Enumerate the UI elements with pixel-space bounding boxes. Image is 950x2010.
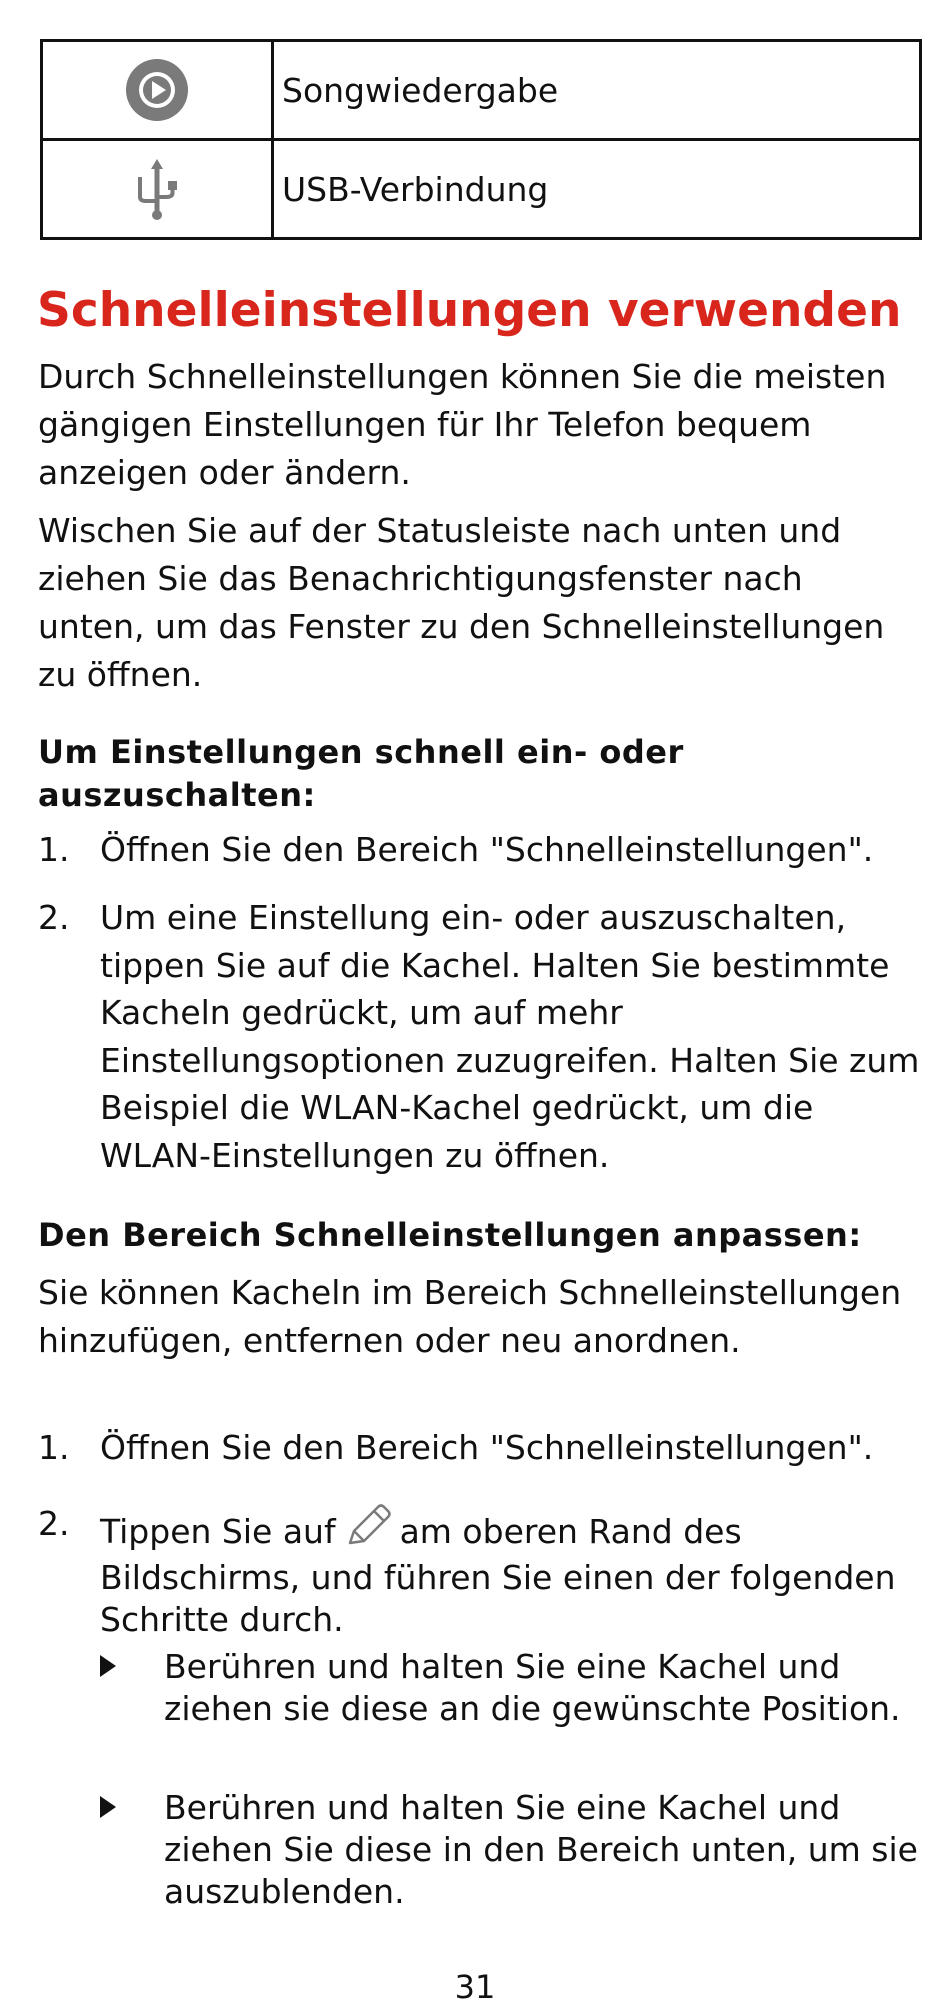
step-number: 2. [38, 898, 70, 937]
subheading-customize: Den Bereich Schnelleinstellungen anpassen: [38, 1216, 862, 1254]
step-number: 1. [38, 1428, 70, 1467]
section-title: Schnelleinstellungen verwenden [37, 283, 902, 338]
icon-cell [42, 41, 273, 140]
bullet-marker [100, 1796, 116, 1818]
play-circle-icon [124, 80, 190, 99]
step-text-after-icon: am oberen Rand des Bildschirms, und führen Sie einen der folgenden Schritte durch. [100, 1512, 896, 1639]
icon-cell [42, 140, 273, 239]
step-text: Öffnen Sie den Bereich "Schnelleinstellungen". [100, 1428, 874, 1467]
step-text-before-icon: Tippen Sie auf [100, 1512, 336, 1551]
customize-intro: Sie können Kacheln im Bereich Schnelleinstellungen hinzufügen, entfernen oder neu anordnen. [38, 1273, 902, 1360]
step-text: Öffnen Sie den Bereich "Schnelleinstellungen". [100, 830, 874, 869]
bullet-text: Berühren und halten Sie eine Kachel und ziehen Sie diese in den Bereich unten, um sie auszublenden. [164, 1788, 918, 1911]
page-number: 31 [454, 1968, 496, 2006]
bullet-text: Berühren und halten Sie eine Kachel und ziehen sie diese an die gewünschte Position. [164, 1647, 901, 1728]
status-icon-table [40, 39, 922, 240]
intro-paragraph: Durch Schnelleinstellungen können Sie die meisten gängigen Einstellungen für Ihr Telefon bequem anzeigen oder ändern. [38, 357, 887, 492]
pencil-icon [344, 1503, 392, 1557]
table-row [42, 140, 921, 239]
step-text: Um eine Einstellung ein- oder auszuschalten, tippen Sie auf die Kachel. Halten Sie bestimmte Kacheln gedrückt, um auf mehr Einstellungsoptionen zuzugreifen. Halten Sie zum Beispiel die WLAN-Kachel gedrückt, um die WLAN-Einstellungen zu öffnen. [100, 898, 920, 1175]
intro-paragraph: Wischen Sie auf der Statusleiste nach unten und ziehen Sie das Benachrichtigungsfenster nach unten, um das Fenster zu den Schnelleinstellungen zu öffnen. [38, 511, 885, 694]
step-text [100, 1503, 930, 1641]
bullet-marker [100, 1655, 116, 1677]
subheading-toggle: Um Einstellungen schnell ein- oder auszuschalten: [38, 733, 684, 814]
step-number: 1. [38, 830, 70, 869]
step-number: 2. [38, 1504, 70, 1543]
icon-description: Songwiedergabe [273, 41, 921, 140]
table-row [42, 41, 921, 140]
usb-icon [132, 179, 182, 198]
icon-description: USB-Verbindung [273, 140, 921, 239]
